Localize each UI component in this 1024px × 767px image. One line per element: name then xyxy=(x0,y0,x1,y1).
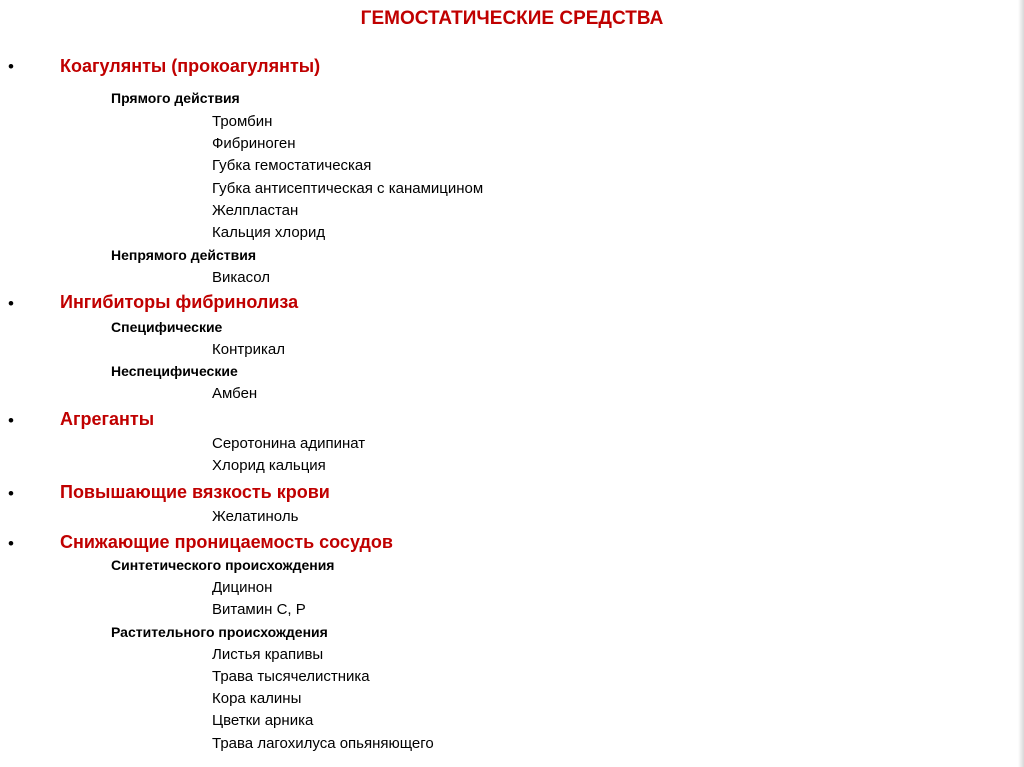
group-synthetic-origin: Синтетического происхождения xyxy=(111,557,335,573)
list-item: Кальция хлорид xyxy=(212,224,326,241)
list-item: Листья крапивы xyxy=(212,646,324,663)
bullet-marker: • xyxy=(8,534,14,553)
page-edge-shadow xyxy=(1018,0,1024,767)
list-item: Дицинон xyxy=(212,579,273,596)
list-item: Желатиноль xyxy=(212,508,299,525)
list-item: Трава лагохилуса опьяняющего xyxy=(212,735,434,752)
group-indirect-action: Непрямого действия xyxy=(111,247,257,263)
page-title: ГЕМОСТАТИЧЕСКИЕ СРЕДСТВА xyxy=(360,8,664,29)
group-nonspecific: Неспецифические xyxy=(111,363,238,379)
list-item: Хлорид кальция xyxy=(212,457,326,474)
list-item: Викасол xyxy=(212,269,271,286)
group-direct-action: Прямого действия xyxy=(111,90,240,106)
group-plant-origin: Растительного происхождения xyxy=(111,624,328,640)
list-item: Губка гемостатическая xyxy=(212,157,372,174)
bullet-marker: • xyxy=(8,294,14,313)
list-item: Серотонина адипинат xyxy=(212,435,366,452)
list-item: Тромбин xyxy=(212,113,273,130)
bullet-marker: • xyxy=(8,411,14,430)
list-item: Трава тысячелистника xyxy=(212,668,370,685)
category-aggregants: Агреганты xyxy=(60,409,155,429)
group-specific: Специфические xyxy=(111,319,223,335)
list-item: Цветки арника xyxy=(212,712,314,729)
bullet-marker: • xyxy=(8,57,14,76)
list-item: Витамин С, Р xyxy=(212,601,306,618)
bullet-marker: • xyxy=(8,484,14,503)
list-item: Желпластан xyxy=(212,202,299,219)
list-item: Фибриноген xyxy=(212,135,296,152)
list-item: Губка антисептическая с канамицином xyxy=(212,180,484,197)
list-item: Амбен xyxy=(212,385,258,402)
category-fibrinolysis-inhibitors: Ингибиторы фибринолиза xyxy=(60,292,299,312)
list-item: Контрикал xyxy=(212,341,285,358)
category-coagulants: Коагулянты (прокоагулянты) xyxy=(60,56,321,76)
category-viscosity-increasing: Повышающие вязкость крови xyxy=(60,482,330,502)
list-item: Кора калины xyxy=(212,690,302,707)
category-permeability-reducing: Снижающие проницаемость сосудов xyxy=(60,532,393,552)
